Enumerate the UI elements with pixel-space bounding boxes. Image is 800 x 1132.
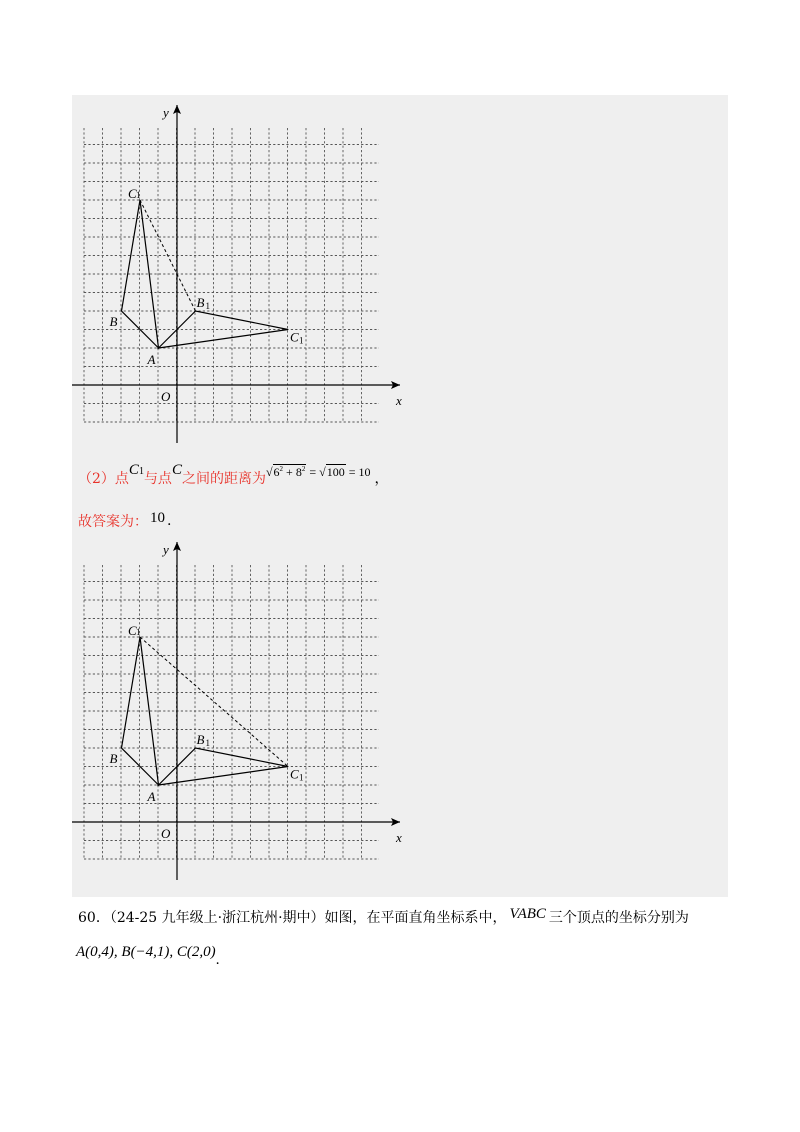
question-text: 三个顶点的坐标分别为 xyxy=(548,910,689,926)
coordinate-grid-2 xyxy=(72,532,728,882)
point-b1-subscript: 1 xyxy=(205,301,210,311)
distance-text: 之间的距离为 xyxy=(181,471,266,487)
point-a-label: A xyxy=(147,789,156,804)
point-c-label: C xyxy=(128,186,137,201)
answer-dot: . xyxy=(167,513,172,529)
comma: ， xyxy=(374,471,389,487)
triangle-abc xyxy=(122,637,159,785)
point-c1-subscript: 1 xyxy=(299,335,304,346)
coordinate-figure-1 xyxy=(72,95,728,445)
point-c-label: C xyxy=(128,623,137,638)
triangle-abc xyxy=(122,200,159,348)
labels xyxy=(110,542,403,845)
labels xyxy=(110,105,403,408)
point-b-label: B xyxy=(109,751,118,766)
point-c-subscript: 1 xyxy=(136,627,141,637)
grid-lines xyxy=(84,128,379,422)
sqrt-expression: $√6^2 + 8^2 = √100 = 10$ xyxy=(265,464,371,479)
grid-lines xyxy=(84,565,379,859)
between-text: 与点 xyxy=(143,471,172,487)
origin-label: O xyxy=(161,389,171,404)
point-b1-label: B xyxy=(196,732,205,747)
y-axis-label: y xyxy=(163,105,169,120)
answer-value: 10 xyxy=(150,509,165,526)
y-axis-label: y xyxy=(163,542,169,557)
coordinate-figure-2 xyxy=(72,532,728,882)
point-b1-subscript: 1 xyxy=(205,738,210,748)
solution-distance-line xyxy=(78,462,388,494)
x-axis-label: x xyxy=(396,830,402,845)
point-c1-label: C xyxy=(290,766,299,782)
question-source: 60．（24-25 九年级上·浙江杭州·期中）如图，在平面直角坐标系中， xyxy=(78,910,507,926)
question-end-dot: . xyxy=(215,952,220,968)
answer-panel xyxy=(72,95,728,897)
origin-label: O xyxy=(161,826,171,841)
question-line-2 xyxy=(76,944,219,972)
point-c1-subscript: 1 xyxy=(299,772,304,783)
point-c-label: C xyxy=(171,461,182,478)
point-c-subscript: 1 xyxy=(136,190,141,200)
triangle-symbol: VABC xyxy=(509,905,546,922)
part-prefix: （2）点 xyxy=(78,471,129,487)
question-coords: A(0,4), B(−4,1), C(2,0) xyxy=(76,944,216,960)
point-b1-label: B xyxy=(196,295,205,310)
point-c1-label: C1 xyxy=(128,461,144,478)
answer-prefix: 故答案为： xyxy=(78,514,148,530)
point-a-label: A xyxy=(147,352,156,367)
dashed-segment xyxy=(140,637,288,767)
coordinate-grid-1 xyxy=(72,95,728,445)
question-line-1 xyxy=(78,904,689,930)
point-c1-label: C xyxy=(290,329,299,345)
x-axis-label: x xyxy=(396,393,402,408)
solution-answer-line xyxy=(78,508,171,534)
point-b-label: B xyxy=(109,314,118,329)
